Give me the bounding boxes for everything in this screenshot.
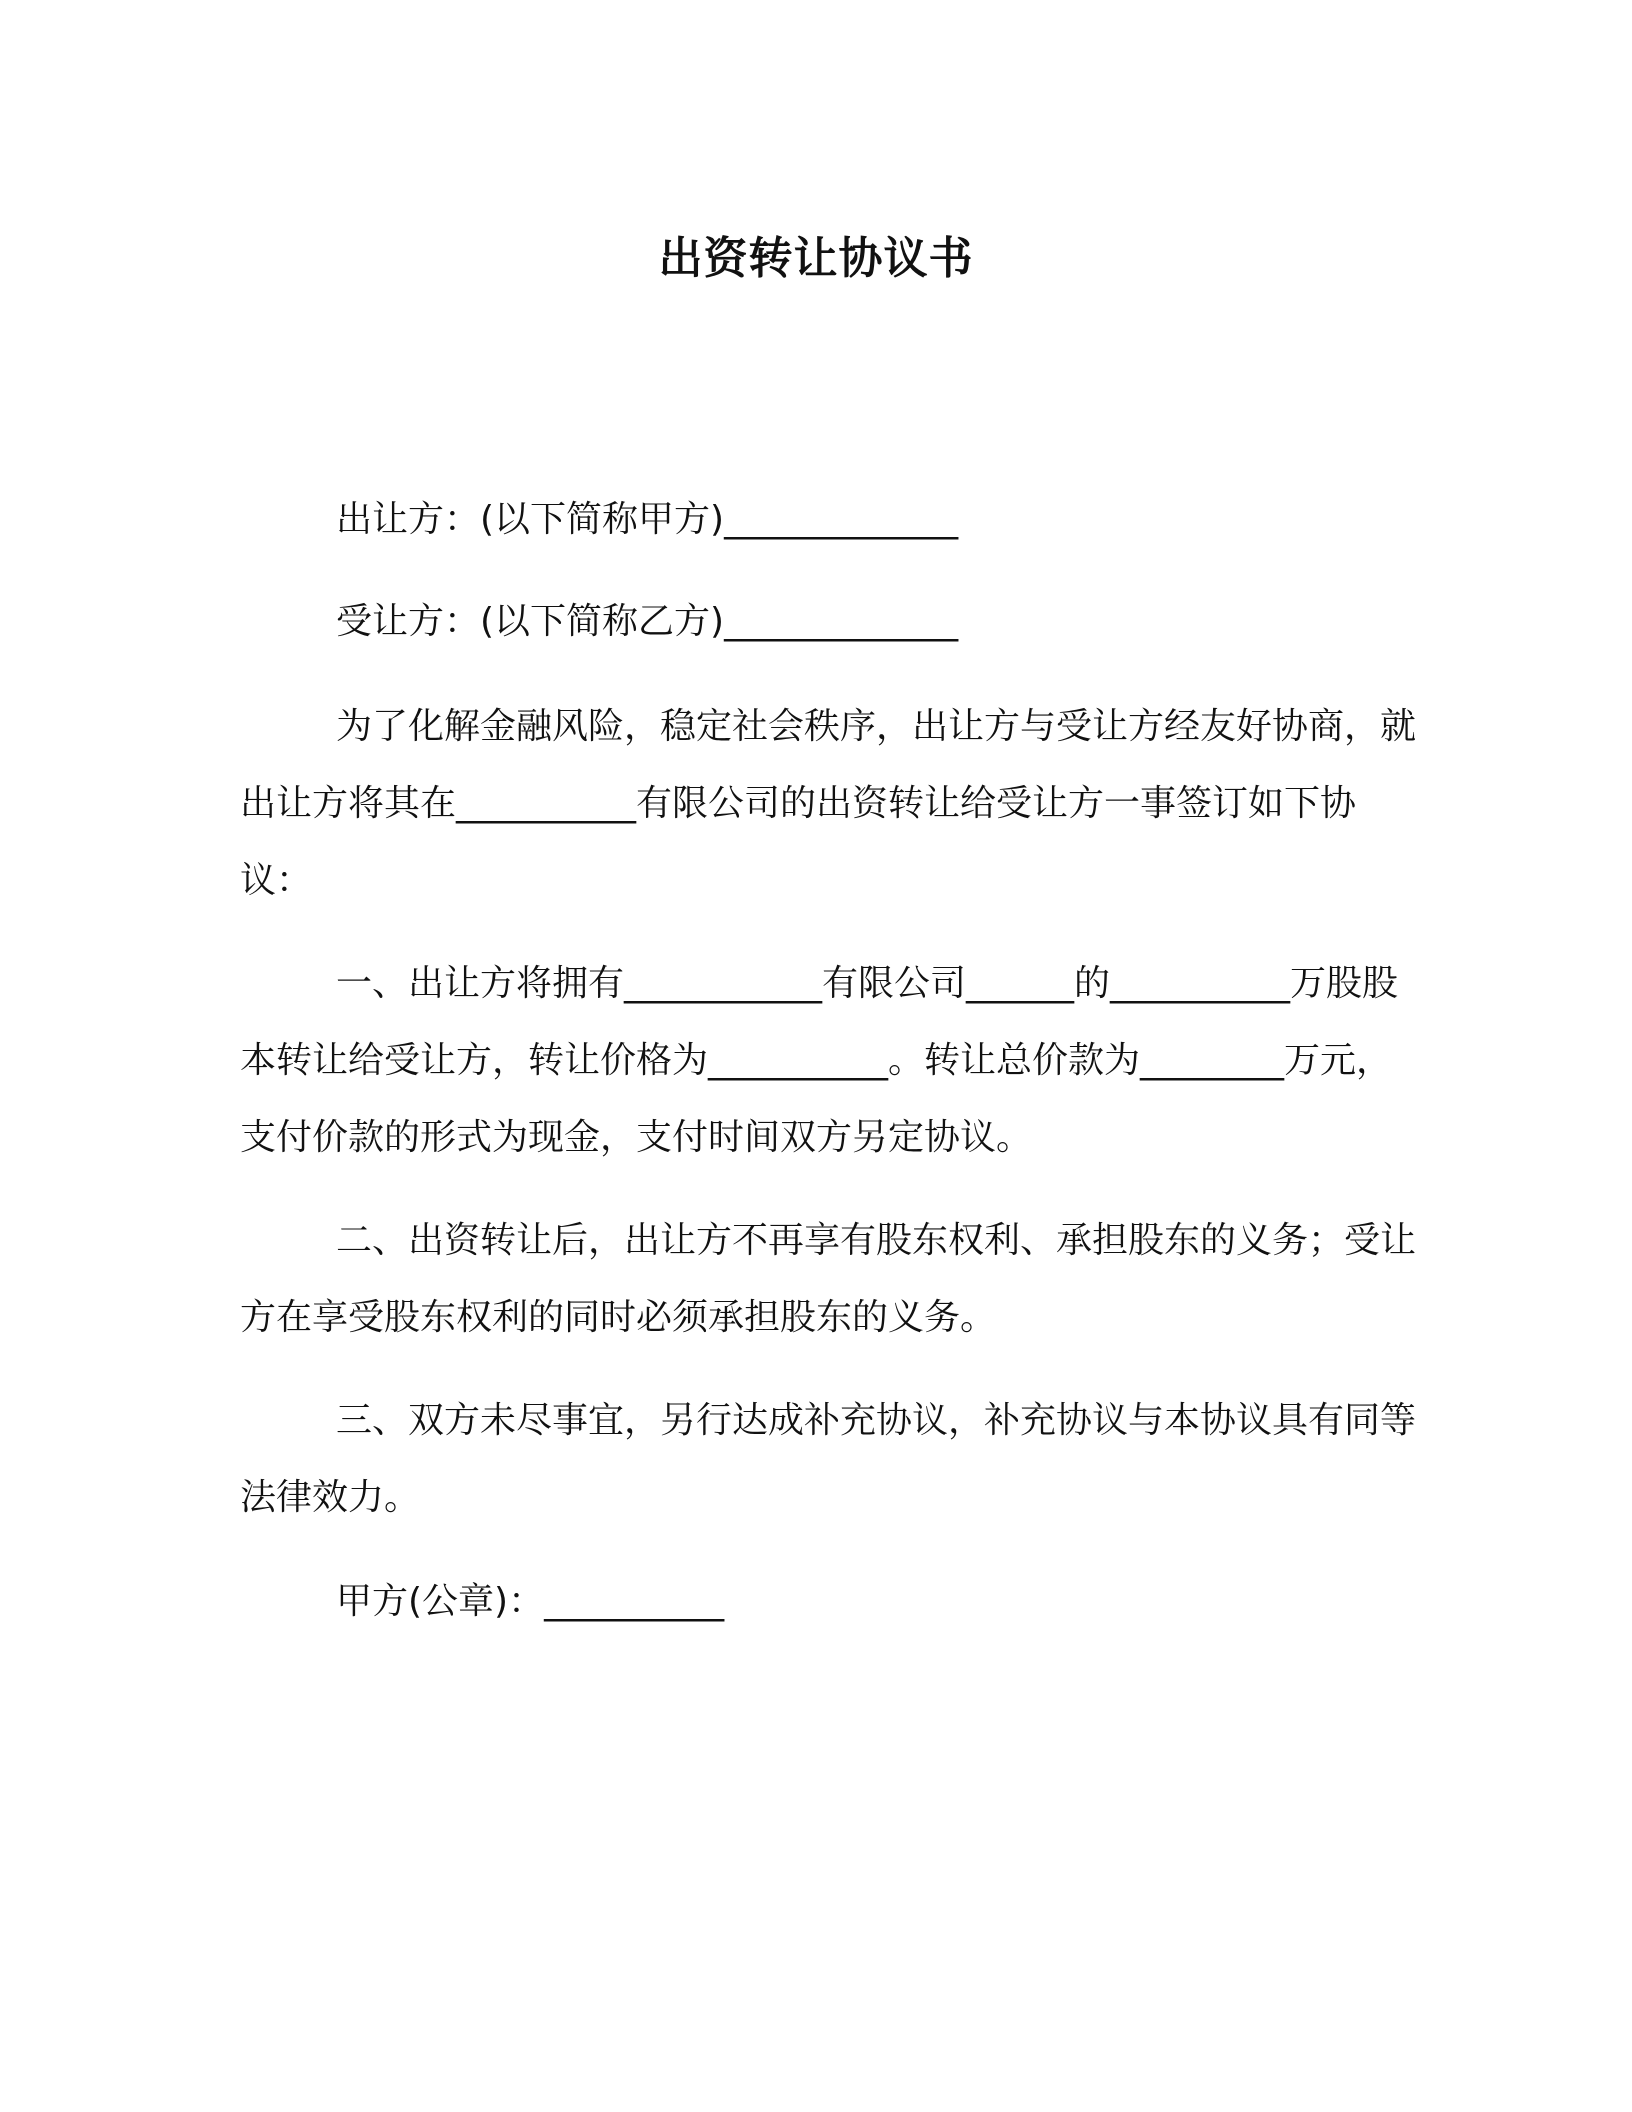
intro-paragraph: 为了化解金融风险，稳定社会秩序，出让方与受让方经友好协商，就出让方将其在__________有限公司的出资转让给受让方一事签订如下协议： [240,706,1417,901]
document-title: 出资转让协议书 [658,233,974,284]
clause-3-paragraph: 三、双方未尽事宜，另行达成补充协议，补充协议与本协议具有同等法律效力。 [240,1400,1417,1518]
transferee-line: 受让方：(以下简称乙方)_____________ [336,601,959,642]
clause-2-paragraph: 二、出资转让后，出让方不再享有股东权利、承担股东的义务；受让方在享受股东权利的同时必须承担股东的义务。 [240,1220,1417,1338]
party-a-seal-line: 甲方(公章)：__________ [336,1581,725,1622]
transferor-line: 出让方：(以下简称甲方)_____________ [336,499,959,540]
clause-1-paragraph: 一、出让方将拥有___________有限公司______的__________万股股本转让给受让方，转让价格为__________。转让总价款为________万元，支付价款的形式为现金，支付时间双方另定协议。 [240,963,1399,1158]
